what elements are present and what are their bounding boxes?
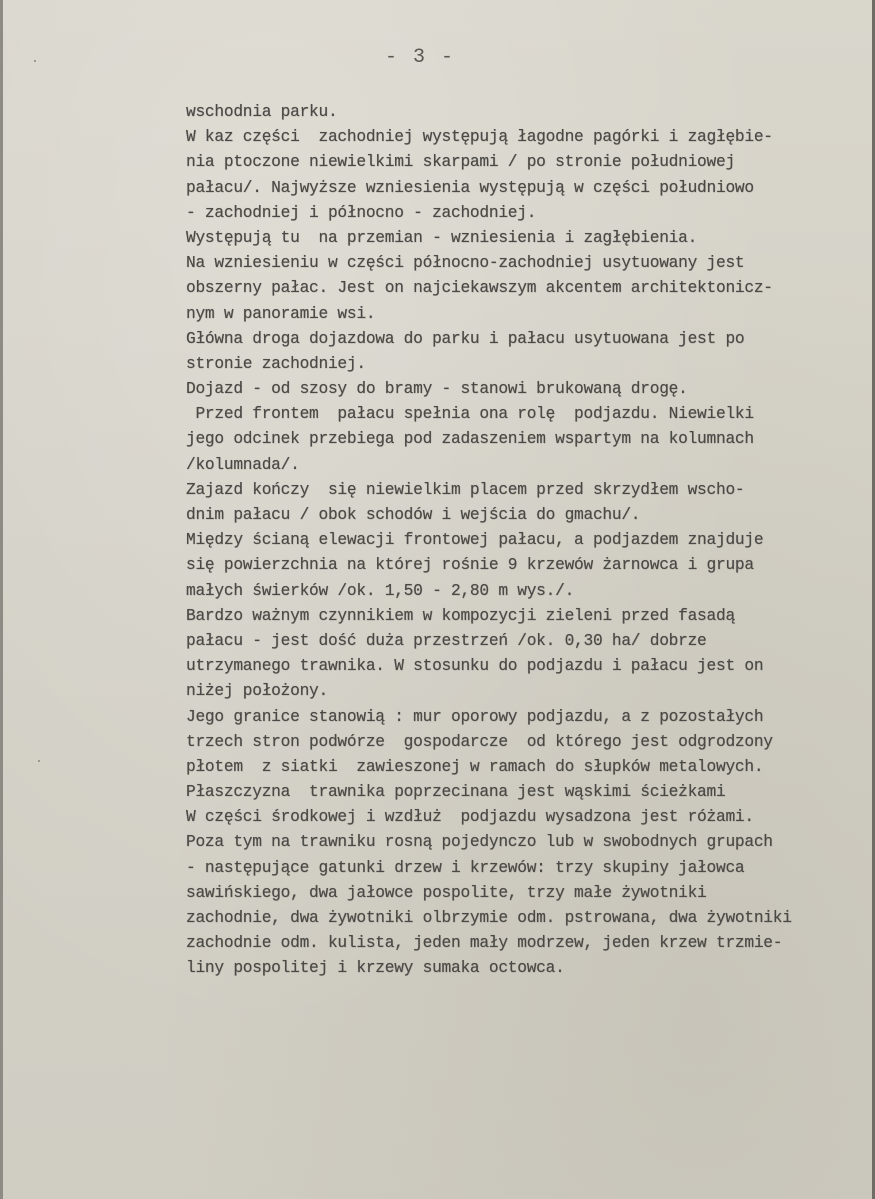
page-number: - 3 - — [384, 46, 455, 69]
scan-edge-left — [0, 0, 3, 1199]
text-line: Na wzniesieniu w części północno-zachodniej usytuowany jest — [186, 254, 745, 273]
text-line: stronie zachodniej. — [186, 354, 366, 373]
text-line: pałacu - jest dość duża przestrzeń /ok. 0,30 ha/ dobrze — [186, 631, 707, 650]
scan-speck — [38, 760, 40, 762]
text-line: liny pospolitej i krzewy sumaka octowca. — [186, 959, 565, 978]
text-line: Płaszczyzna trawnika poprzecinana jest wąskimi ścieżkami — [186, 783, 726, 802]
text-line: W części środkowej i wzdłuż podjazdu wysadzona jest różami. — [186, 808, 754, 827]
text-line: Bardzo ważnym czynnikiem w kompozycji zieleni przed fasadą — [186, 606, 735, 625]
text-line: zachodnie, dwa żywotniki olbrzymie odm. pstrowana, dwa żywotniki — [186, 909, 792, 927]
text-line: Występują tu na przemian - wzniesienia i zagłębienia. — [186, 228, 698, 247]
text-line: /kolumnada/. — [186, 455, 300, 474]
text-line: nia ptoczone niewielkimi skarpami / po stronie południowej — [186, 153, 735, 172]
text-line: utrzymanego trawnika. W stosunku do podjazdu i pałacu jest on — [186, 657, 764, 676]
text-line: obszerny pałac. Jest on najciekawszym akcentem architektonicz- — [186, 279, 773, 298]
typed-text-body — [186, 100, 875, 982]
scan-speck — [34, 60, 36, 62]
text-line: trzech stron podwórze gospodarcze od którego jest odgrodzony — [186, 732, 773, 751]
text-line: - następujące gatunki drzew i krzewów: trzy skupiny jałowca — [186, 858, 745, 877]
text-line: nym w panoramie wsi. — [186, 304, 376, 323]
text-line: Poza tym na trawniku rosną pojedynczo lub w swobodnych grupach — [186, 833, 773, 852]
text-line: Główna droga dojazdowa do parku i pałacu usytuowana jest po — [186, 329, 745, 348]
text-line: Między ścianą elewacji frontowej pałacu, a podjazdem znajduje — [186, 531, 764, 550]
text-line: wschodnia parku. — [186, 103, 338, 121]
text-line: małych świerków /ok. 1,50 - 2,80 m wys./. — [186, 581, 575, 600]
text-line: niżej położony. — [186, 682, 328, 701]
text-line: płotem z siatki zawieszonej w ramach do słupków metalowych. — [186, 757, 764, 776]
text-line: jego odcinek przebiega pod zadaszeniem wspartym na kolumnach — [186, 430, 754, 449]
text-line: W kaz części zachodniej występują łagodne pagórki i zagłębie- — [186, 128, 773, 147]
text-line: Zajazd kończy się niewielkim placem przed skrzydłem wscho- — [186, 480, 745, 499]
text-line: Przed frontem pałacu spełnia ona rolę podjazdu. Niewielki — [186, 405, 754, 424]
text-line: Dojazd - od szosy do bramy - stanowi brukowaną drogę. — [186, 380, 688, 399]
text-line: Jego granice stanowią : mur oporowy podjazdu, a z pozostałych — [186, 707, 764, 726]
text-line: pałacu/. Najwyższe wzniesienia występują w części południowo — [186, 178, 754, 197]
text-line: dnim pałacu / obok schodów i wejścia do gmachu/. — [186, 506, 641, 524]
text-line: - zachodniej i północno - zachodniej. — [186, 203, 537, 222]
text-line: sawińskiego, dwa jałowce pospolite, trzy małe żywotniki — [186, 883, 707, 902]
text-line: się powierzchnia na której rośnie 9 krzewów żarnowca i grupa — [186, 556, 754, 575]
text-line: zachodnie odm. kulista, jeden mały modrzew, jeden krzew trzmie- — [186, 934, 783, 953]
